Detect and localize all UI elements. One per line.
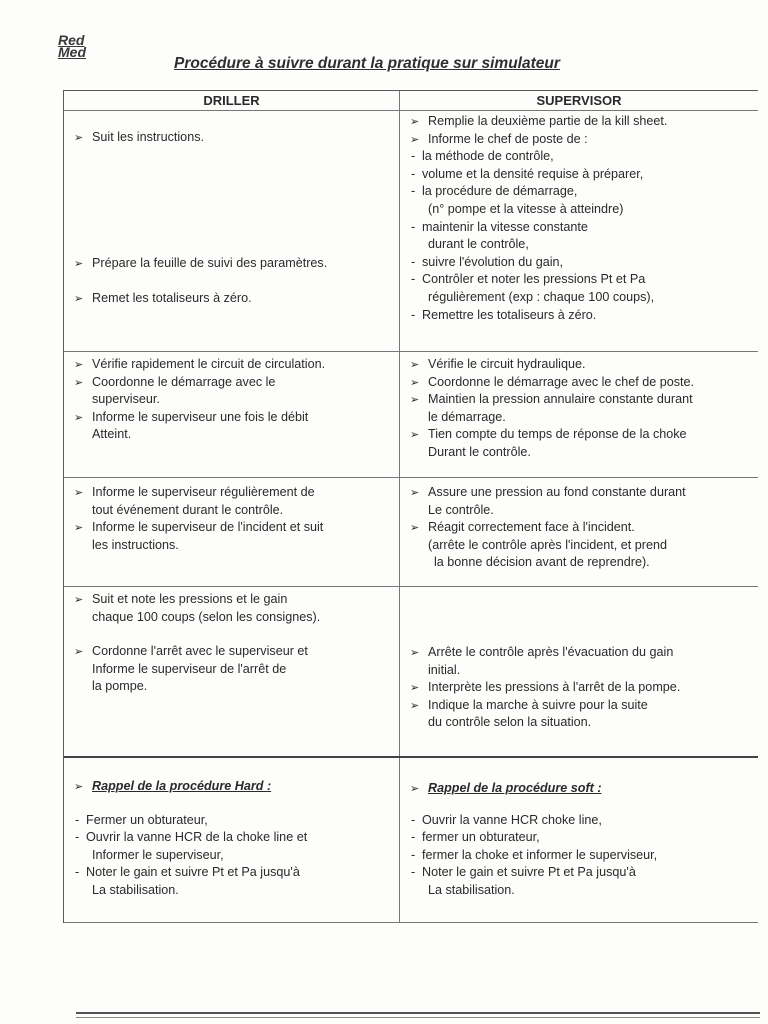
list-item: ➢ Tien compte du temps de réponse de la choke — [410, 426, 752, 444]
driller-cell — [64, 758, 400, 922]
list-item: ➢ Cordonne l'arrêt avec le superviseur et — [74, 643, 393, 661]
list-item: - Fermer un obturateur, — [74, 812, 393, 830]
logo-line-1: Red — [58, 32, 85, 48]
list-item-continuation: Informer le superviseur, — [92, 847, 224, 862]
list-item: ➢ Interprète les pressions à l'arrêt de la pompe. — [410, 679, 752, 697]
procedure-table — [63, 90, 758, 923]
header-row — [64, 91, 758, 111]
list-item-continuation: régulièrement (exp : chaque 100 coups), — [428, 289, 655, 304]
list-item-continuation: Atteint. — [92, 427, 132, 442]
list-item: ➢ Vérifie rapidement le circuit de circulation. — [74, 356, 393, 374]
supervisor-cell — [400, 758, 758, 922]
list-item: - Ouvrir la vanne HCR choke line, — [410, 812, 752, 830]
list-item-continuation: Durant le contrôle. — [428, 444, 531, 459]
list-item — [410, 780, 752, 798]
table-row — [64, 758, 758, 923]
driller-cell — [64, 111, 400, 351]
driller-cell — [64, 352, 400, 477]
list-item-continuation: superviseur. — [92, 392, 160, 407]
list-item: - maintenir la vitesse constante — [410, 219, 752, 237]
table-row — [64, 478, 758, 587]
list-item: ➢ Suit les instructions. — [74, 129, 393, 147]
footer-divider — [76, 1012, 760, 1018]
list-item: ➢ Coordonne le démarrage avec le chef de poste. — [410, 374, 752, 392]
supervisor-cell — [400, 352, 758, 477]
driller-cell — [64, 587, 400, 756]
list-item: - fermer un obturateur, — [410, 829, 752, 847]
table-row — [64, 352, 758, 478]
list-item-continuation: La stabilisation. — [92, 882, 179, 897]
list-item-continuation: Le contrôle. — [428, 502, 494, 517]
supervisor-cell — [400, 587, 758, 756]
list-item: ➢ Arrête le contrôle après l'évacuation du gain — [410, 644, 752, 662]
list-item: ➢ Informe le chef de poste de : — [410, 131, 752, 149]
list-item-continuation: tout événement durant le contrôle. — [92, 502, 284, 517]
list-item: ➢ Informe le superviseur une fois le débit — [74, 409, 393, 427]
page-title: Procédure à suivre durant la pratique sur simulateur — [174, 55, 560, 72]
list-item-continuation: La stabilisation. — [428, 882, 515, 897]
list-item: ➢ Remet les totaliseurs à zéro. — [74, 290, 393, 308]
list-item-continuation: Informe le superviseur de l'arrêt de — [92, 661, 287, 676]
list-item-continuation: initial. — [428, 662, 461, 677]
supervisor-cell — [400, 111, 758, 351]
list-item: ➢ Informe le superviseur de l'incident et suit — [74, 519, 393, 537]
list-item: - volume et la densité requise à préparer, — [410, 166, 752, 184]
table-row — [64, 111, 758, 352]
list-item: ➢ Suit et note les pressions et le gain — [74, 591, 393, 609]
list-item: - fermer la choke et informer le superviseur, — [410, 847, 752, 865]
list-item-continuation: chaque 100 coups (selon les consignes). — [92, 609, 321, 624]
list-item — [74, 778, 393, 796]
list-item: - la procédure de démarrage, — [410, 183, 752, 201]
logo-line-2: Med — [58, 44, 86, 60]
list-item: - la méthode de contrôle, — [410, 148, 752, 166]
list-item-continuation: (arrête le contrôle après l'incident, et prend — [428, 537, 668, 552]
list-item: ➢ Remplie la deuxième partie de la kill sheet. — [410, 113, 752, 131]
list-item: ➢ Maintien la pression annulaire constante durant — [410, 391, 752, 409]
list-item: - Ouvrir la vanne HCR de la choke line et — [74, 829, 393, 847]
driller-cell — [64, 478, 400, 586]
supervisor-header: SUPERVISOR — [536, 93, 622, 108]
list-item: ➢ Assure une pression au fond constante durant — [410, 484, 752, 502]
list-item: - Noter le gain et suivre Pt et Pa jusqu'à — [410, 864, 752, 882]
company-logo — [58, 34, 86, 58]
list-item: ➢ Informe le superviseur régulièrement de — [74, 484, 393, 502]
list-item: ➢ Réagit correctement face à l'incident. — [410, 519, 752, 537]
list-item: - suivre l'évolution du gain, — [410, 254, 752, 272]
driller-header: DRILLER — [64, 91, 400, 110]
list-item-continuation: la bonne décision avant de reprendre). — [434, 555, 650, 570]
list-item-continuation: les instructions. — [92, 537, 179, 552]
soft-procedure-heading: Rappel de la procédure soft : — [428, 781, 602, 795]
supervisor-cell — [400, 478, 758, 586]
list-item-continuation: la pompe. — [92, 679, 148, 694]
list-item: ➢ Prépare la feuille de suivi des paramètres. — [74, 255, 393, 273]
list-item: - Noter le gain et suivre Pt et Pa jusqu'à — [74, 864, 393, 882]
table-row — [64, 587, 758, 758]
hard-procedure-heading: Rappel de la procédure Hard : — [92, 779, 272, 793]
list-item-continuation: (n° pompe et la vitesse à atteindre) — [428, 201, 624, 216]
list-item: ➢ Vérifie le circuit hydraulique. — [410, 356, 752, 374]
list-item: ➢ Indique la marche à suivre pour la suite — [410, 697, 752, 715]
list-item: - Remettre les totaliseurs à zéro. — [410, 307, 752, 325]
list-item-continuation: durant le contrôle, — [428, 237, 529, 252]
list-item-continuation: le démarrage. — [428, 409, 506, 424]
list-item: - Contrôler et noter les pressions Pt et Pa — [410, 271, 752, 289]
list-item: ➢ Coordonne le démarrage avec le — [74, 374, 393, 392]
list-item-continuation: du contrôle selon la situation. — [428, 715, 592, 730]
